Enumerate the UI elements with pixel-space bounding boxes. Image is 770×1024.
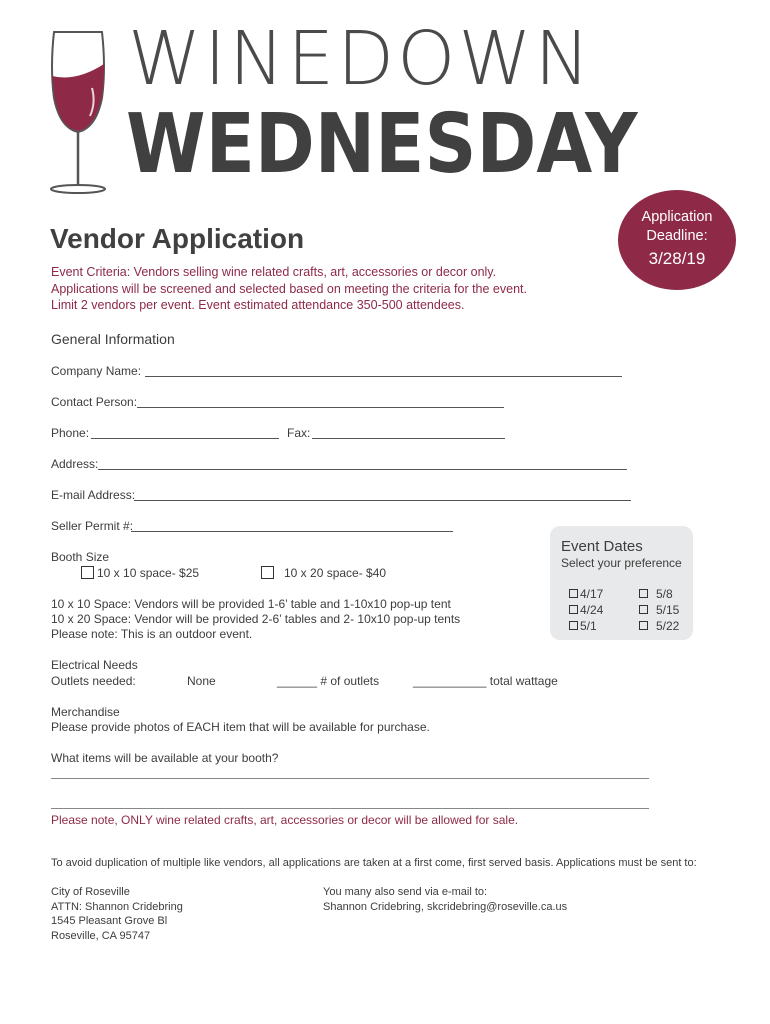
criteria-line: Applications will be screened and selected based on meeting the criteria for the event.	[51, 281, 527, 296]
merchandise-heading: Merchandise	[51, 705, 120, 719]
deadline-line1: Application	[641, 209, 713, 225]
general-info-heading: General Information	[51, 331, 175, 347]
event-date-option[interactable]	[569, 619, 597, 633]
event-date-option[interactable]	[569, 603, 603, 617]
checkbox-icon[interactable]	[569, 621, 578, 630]
event-dates-heading: Event Dates	[561, 538, 643, 555]
email-address[interactable]: Shannon Cridebring, skcridebring@roseville.ca.us	[323, 900, 568, 913]
company-name-label: Company Name:	[51, 364, 142, 378]
booth-items-field-1[interactable]	[51, 778, 649, 779]
address-line: ATTN: Shannon Cridebring	[51, 900, 183, 913]
address-label: Address:	[51, 457, 99, 471]
checkbox-icon[interactable]	[639, 589, 648, 598]
footer-intro: To avoid duplication of multiple like vendors, all applications are taken at a first come, first served basis. Applications must be sent to:	[51, 857, 697, 869]
event-date-label: 4/17	[580, 587, 604, 601]
address-line: City of Roseville	[51, 886, 130, 898]
phone-label: Phone:	[51, 426, 90, 440]
event-date-option[interactable]	[639, 603, 679, 617]
outlets-none-option[interactable]: None	[187, 674, 216, 688]
company-name-field[interactable]	[145, 376, 622, 377]
phone-field[interactable]	[91, 438, 279, 439]
electrical-heading: Electrical Needs	[51, 658, 138, 672]
logo-wednesday: WEDNESDAY	[126, 97, 638, 192]
fax-field[interactable]	[312, 438, 505, 439]
event-criteria	[51, 264, 527, 314]
booth-option-label: 10 x 20 space- $40	[284, 566, 387, 580]
booth-desc-line: 10 x 10 Space: Vendors will be provided 1-6’ table and 1-10x10 pop-up tent	[51, 597, 451, 611]
logo-winedown: WINEDOWN	[128, 16, 593, 102]
event-date-label: 5/22	[656, 619, 680, 633]
email-field[interactable]	[134, 500, 631, 501]
checkbox-icon[interactable]	[639, 621, 648, 630]
event-date-label: 5/8	[656, 587, 673, 601]
booth-items-question: What items will be available at your booth?	[51, 751, 279, 765]
deadline-line2: Deadline:	[646, 228, 708, 244]
event-dates-panel	[550, 526, 693, 640]
sale-note: Please note, ONLY wine related crafts, art, accessories or decor will be allowed for sale.	[51, 813, 519, 827]
page-title: Vendor Application	[50, 223, 305, 254]
event-date-option[interactable]	[639, 587, 673, 601]
outlets-needed-label: Outlets needed:	[51, 674, 136, 688]
booth-desc-line: Please note: This is an outdoor event.	[51, 627, 253, 641]
checkbox-icon[interactable]	[261, 566, 274, 579]
address-line: Roseville, CA 95747	[51, 929, 151, 942]
wine-glass-logo-icon	[46, 28, 110, 196]
event-date-option[interactable]	[639, 619, 679, 633]
event-date-label: 5/1	[580, 619, 597, 633]
checkbox-icon[interactable]	[639, 605, 648, 614]
checkbox-icon[interactable]	[81, 566, 94, 579]
event-dates-subheading: Select your preference	[561, 556, 682, 570]
address-line: 1545 Pleasant Grove Bl	[51, 915, 168, 927]
deadline-badge	[618, 190, 736, 290]
booth-items-field-2[interactable]	[51, 808, 649, 809]
mailing-address	[51, 885, 183, 943]
criteria-line: Event Criteria: Vendors selling wine related crafts, art, accessories or decor only.	[51, 265, 497, 279]
fax-label: Fax:	[287, 426, 311, 440]
contact-person-label: Contact Person:	[51, 395, 138, 409]
deadline-date: 3/28/19	[648, 249, 706, 268]
event-date-label: 4/24	[580, 603, 604, 617]
outlets-count-field[interactable]: ______ # of outlets	[277, 674, 380, 688]
merchandise-desc: Please provide photos of EACH item that will be available for purchase.	[51, 720, 430, 734]
email-intro: You many also send via e-mail to:	[323, 886, 488, 898]
booth-option-10x10[interactable]	[81, 566, 199, 580]
booth-option-10x20[interactable]	[261, 566, 386, 580]
booth-option-label: 10 x 10 space- $25	[97, 566, 200, 580]
criteria-line: Limit 2 vendors per event. Event estimated attendance 350-500 attendees.	[51, 298, 465, 312]
wattage-field[interactable]: ___________ total wattage	[413, 674, 558, 688]
seller-permit-field[interactable]	[131, 531, 453, 532]
seller-permit-label: Seller Permit #:	[51, 519, 134, 533]
booth-size-label: Booth Size	[51, 550, 110, 564]
event-date-label: 5/15	[656, 603, 680, 617]
booth-desc-line: 10 x 20 Space: Vendor will be provided 2-6’ tables and 2- 10x10 pop-up tents	[51, 612, 461, 626]
checkbox-icon[interactable]	[569, 589, 578, 598]
email-label: E-mail Address:	[51, 488, 136, 502]
contact-person-field[interactable]	[137, 407, 504, 408]
address-field[interactable]	[98, 469, 627, 470]
email-contact	[323, 885, 567, 914]
checkbox-icon[interactable]	[569, 605, 578, 614]
event-date-option[interactable]	[569, 587, 603, 601]
